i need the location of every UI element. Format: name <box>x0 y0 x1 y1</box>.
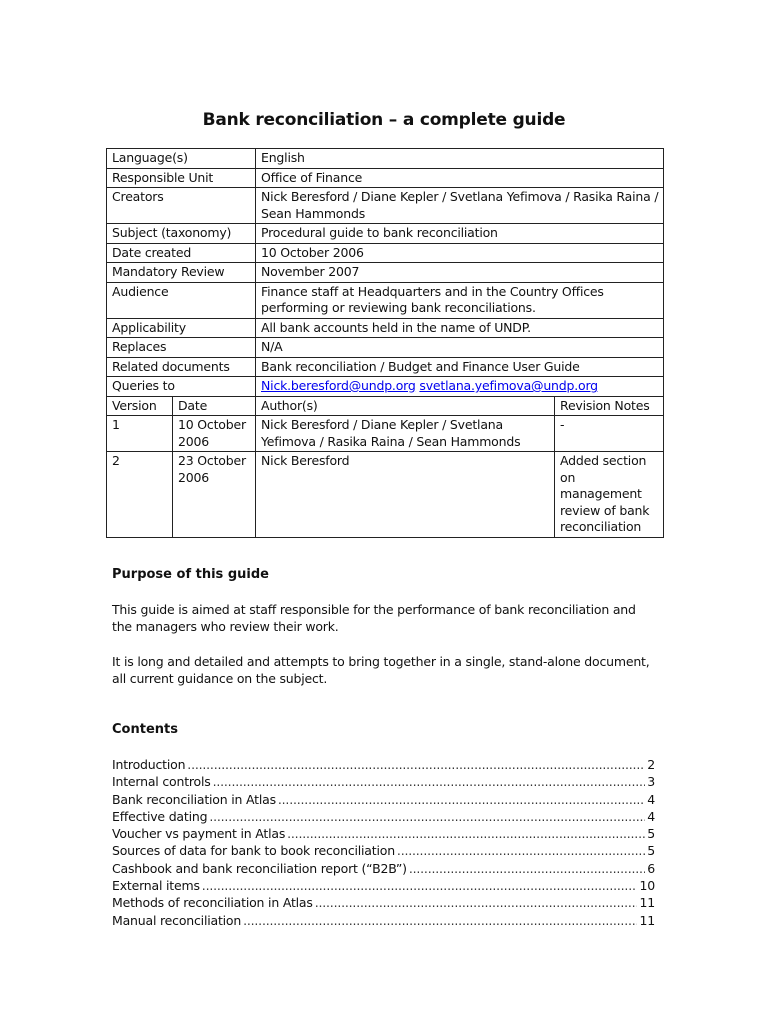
meta-label: Mandatory Review <box>107 263 256 283</box>
purpose-paragraph-1: This guide is aimed at staff responsible for the performance of bank reconciliation and the managers who review their work. <box>112 602 636 634</box>
table-row <box>107 168 664 188</box>
toc-entry[interactable] <box>112 825 655 842</box>
toc-page-number: 11 <box>639 895 655 911</box>
meta-value: Bank reconciliation / Budget and Finance User Guide <box>256 357 664 377</box>
toc-label: Bank reconciliation in Atlas <box>112 791 276 807</box>
meta-label: Responsible Unit <box>107 168 256 188</box>
meta-value: 10 October 2006 <box>256 243 664 263</box>
table-row <box>107 188 664 224</box>
meta-value: Finance staff at Headquarters and in the Country Offices performing or reviewing bank reconciliations. <box>256 282 664 318</box>
toc-leader <box>187 756 645 773</box>
toc-entry[interactable] <box>112 842 655 859</box>
table-row <box>107 377 664 397</box>
toc-leader <box>209 808 645 825</box>
toc-entry[interactable] <box>112 860 655 877</box>
toc-entry[interactable] <box>112 791 655 808</box>
meta-label: Date created <box>107 243 256 263</box>
toc-label: Internal controls <box>112 774 211 790</box>
table-of-contents <box>112 756 655 929</box>
meta-value: Office of Finance <box>256 168 664 188</box>
version-header: Version <box>107 396 173 416</box>
toc-leader <box>397 842 645 859</box>
toc-leader <box>287 825 645 842</box>
toc-page-number: 5 <box>647 843 655 859</box>
toc-label: Introduction <box>112 757 186 772</box>
version-cell: 1 <box>107 416 173 452</box>
toc-leader <box>213 773 646 790</box>
table-row <box>107 416 664 452</box>
table-row <box>107 357 664 377</box>
email-link-yefimova[interactable]: svetlana.yefimova@undp.org <box>419 378 598 393</box>
authors-header: Author(s) <box>256 396 555 416</box>
toc-leader <box>409 860 645 877</box>
meta-label: Related documents <box>107 357 256 377</box>
toc-page-number: 4 <box>647 808 655 824</box>
date-cell: 10 October 2006 <box>173 416 256 452</box>
meta-value: All bank accounts held in the name of UNDP. <box>256 318 664 338</box>
toc-label: Cashbook and bank reconciliation report (“B2B”) <box>112 860 407 876</box>
meta-label: Subject (taxonomy) <box>107 224 256 244</box>
metadata-table <box>106 148 664 538</box>
toc-leader <box>315 894 638 911</box>
notes-header: Revision Notes <box>555 396 664 416</box>
toc-leader <box>243 912 637 929</box>
date-cell: 23 October 2006 <box>173 452 256 538</box>
toc-page-number: 2 <box>647 757 655 772</box>
authors-cell: Nick Beresford <box>256 452 555 538</box>
meta-label: Replaces <box>107 338 256 358</box>
table-row <box>107 338 664 358</box>
toc-entry[interactable] <box>112 894 655 911</box>
table-row <box>107 224 664 244</box>
toc-leader <box>202 877 638 894</box>
document-title: Bank reconciliation – a complete guide <box>202 110 566 130</box>
toc-page-number: 11 <box>639 912 655 928</box>
meta-label: Applicability <box>107 318 256 338</box>
version-cell: 2 <box>107 452 173 538</box>
toc-label: Sources of data for bank to book reconciliation <box>112 843 395 859</box>
toc-page-number: 4 <box>647 791 655 807</box>
notes-cell: Added section on management review of bank reconciliation <box>555 452 664 538</box>
toc-entry[interactable] <box>112 912 655 929</box>
toc-entry[interactable] <box>112 773 655 790</box>
authors-cell: Nick Beresford / Diane Kepler / Svetlana Yefimova / Rasika Raina / Sean Hammonds <box>256 416 555 452</box>
purpose-paragraph-2: It is long and detailed and attempts to bring together in a single, stand-alone document, all current guidance on the subject. <box>112 654 650 686</box>
meta-label: Queries to <box>107 377 256 397</box>
meta-value: Nick Beresford / Diane Kepler / Svetlana Yefimova / Rasika Raina / Sean Hammonds <box>256 188 664 224</box>
toc-label: Manual reconciliation <box>112 912 242 928</box>
version-header-row <box>107 396 664 416</box>
table-row <box>107 243 664 263</box>
meta-label: Creators <box>107 188 256 224</box>
toc-entry[interactable] <box>112 756 655 773</box>
toc-label: Voucher vs payment in Atlas <box>112 826 286 842</box>
toc-label: External items <box>112 878 200 894</box>
date-header: Date <box>173 396 256 416</box>
toc-entry[interactable] <box>112 877 655 894</box>
table-row <box>107 149 664 169</box>
toc-page-number: 10 <box>639 878 655 894</box>
toc-leader <box>278 791 645 808</box>
notes-cell: - <box>555 416 664 452</box>
contents-heading: Contents <box>112 722 178 737</box>
toc-label: Effective dating <box>112 808 208 824</box>
email-link-beresford[interactable]: Nick.beresford@undp.org <box>261 378 416 393</box>
table-row <box>107 282 664 318</box>
toc-page-number: 3 <box>647 774 655 790</box>
table-row <box>107 263 664 283</box>
toc-entry[interactable] <box>112 808 655 825</box>
meta-value: N/A <box>256 338 664 358</box>
meta-value: November 2007 <box>256 263 664 283</box>
meta-label: Audience <box>107 282 256 318</box>
purpose-heading: Purpose of this guide <box>112 567 269 582</box>
table-row <box>107 318 664 338</box>
meta-value <box>256 377 664 397</box>
meta-label: Language(s) <box>107 149 256 169</box>
meta-value: English <box>256 149 664 169</box>
toc-page-number: 6 <box>647 860 655 876</box>
table-row <box>107 452 664 538</box>
meta-value: Procedural guide to bank reconciliation <box>256 224 664 244</box>
toc-page-number: 5 <box>647 826 655 842</box>
toc-label: Methods of reconciliation in Atlas <box>112 895 313 911</box>
